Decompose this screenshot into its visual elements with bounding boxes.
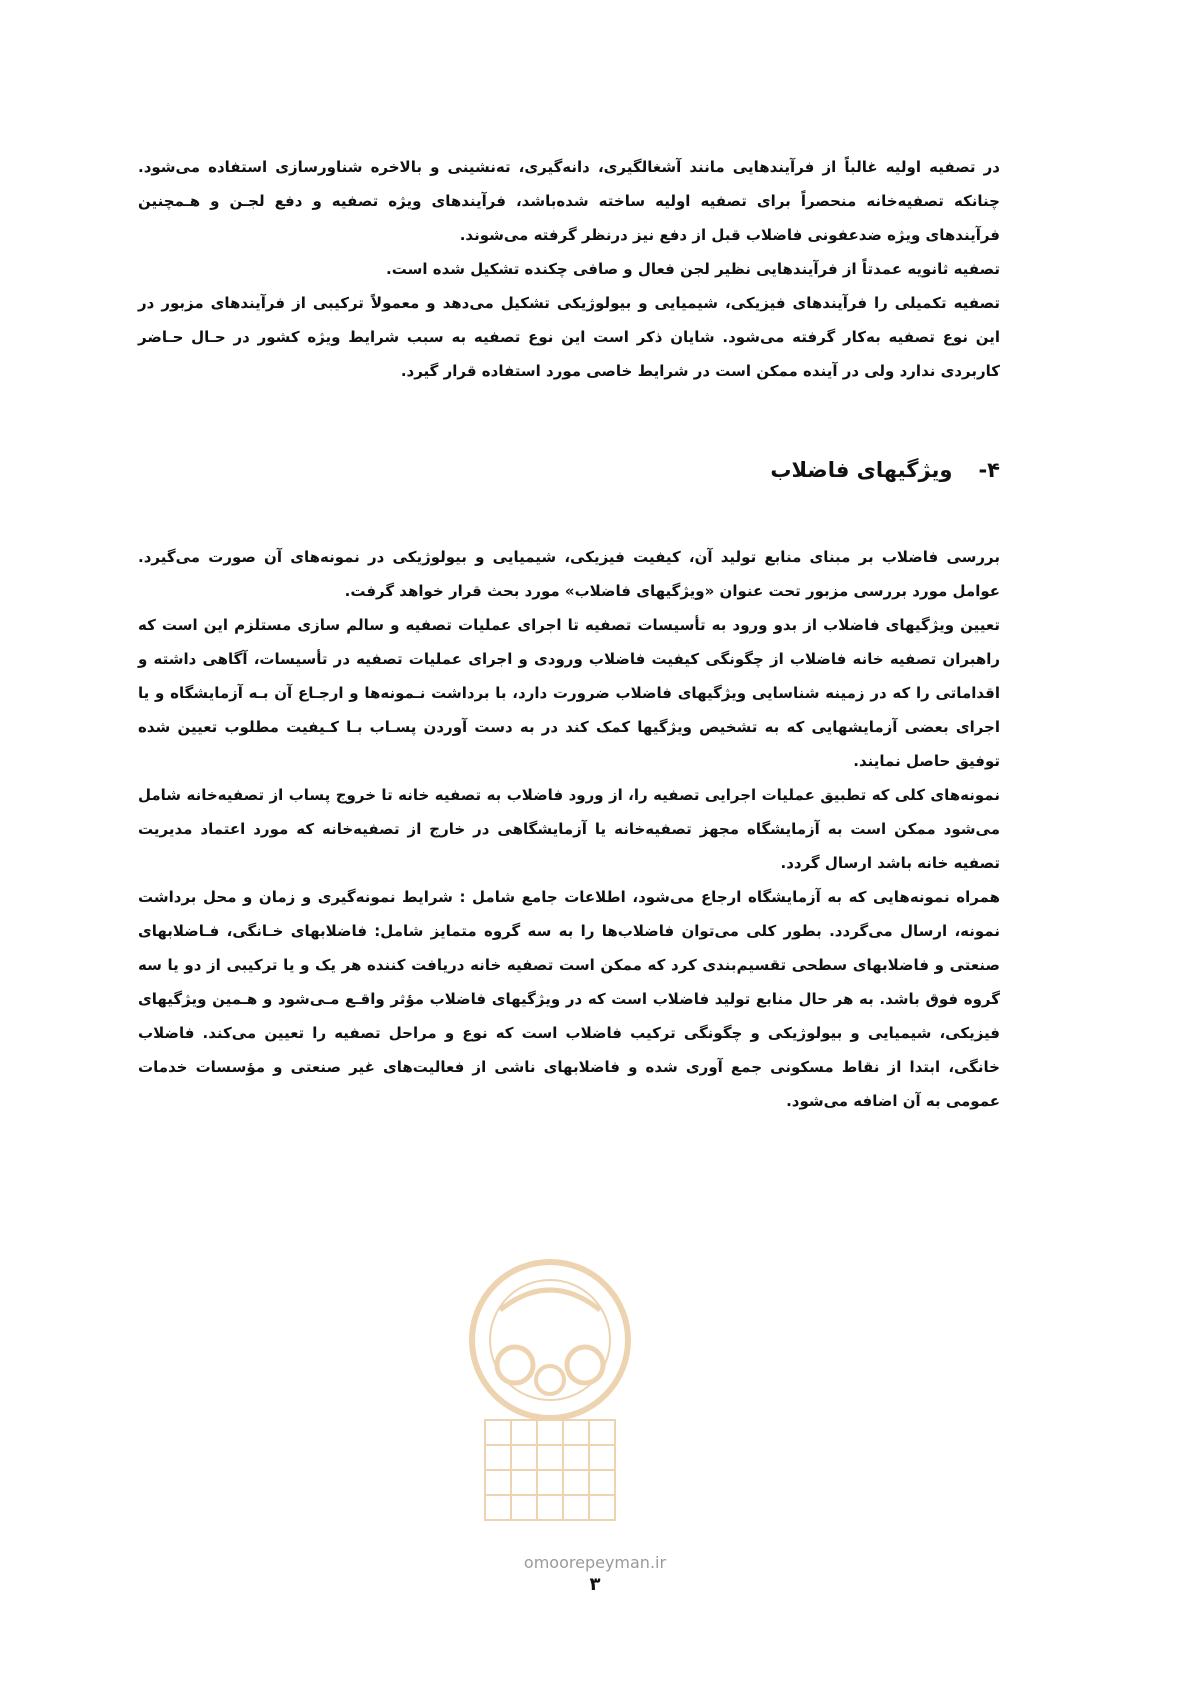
paragraph-tertiary-treatment: تصفیه تکمیلی را فرآیندهای فیزیکی، شیمیایی و بیولوژیکی تشکیل می‌دهد و معمولاً ترکیبی از فرآیندهای مزبور در این نوع تصفیه به‌کار گرفته می‌شود. شایان ذکر است این نوع تصفیه به سبب شرایط ویژه کشور در حـال حـاضر کاربردی ندارد ولی در آینده ممکن است در شرایط خاصی مورد استفاده قرار گیرد. bbox=[138, 294, 1000, 380]
paragraph-samples: نمونه‌های کلی که تطبیق عملیات اجرایی تصفیه را، از ورود فاضلاب به تصفیه خانه تا خروج پساب از تصفیه‌خانه شامل می‌شود ممکن است به آزمایشگاه مجهز تصفیه‌خانه یا آزمایشگاهی در خارج از تصفیه‌خانه که مورد اعتماد مدیریت تصفیه خانه باشد ارسال گردد. bbox=[138, 786, 1000, 872]
section-title: ویژگیهای فاضلاب bbox=[770, 458, 953, 482]
paragraph-wastewater-review: بررسی فاضلاب بر مبنای منابع تولید آن، کیفیت فیزیکی، شیمیایی و بیولوژیکی در نمونه‌های آن صورت می‌گیرد. عوامل مورد بررسی مزبور تحت عنوان «ویژگیهای فاضلاب» مورد بحث قرار خواهد گرفت. bbox=[138, 548, 1000, 600]
watermark-url: omoorepeyman.ir bbox=[523, 1553, 667, 1572]
page-number: ۳ bbox=[589, 1574, 601, 1595]
section-number: ۴- bbox=[978, 458, 1000, 482]
section-heading bbox=[138, 458, 1000, 482]
watermark-logo-icon bbox=[460, 1250, 640, 1550]
paragraph-characteristics-determination: تعیین ویژگیهای فاضلاب از بدو ورود به تأسیسات تصفیه تا اجرای عملیات تصفیه و سالم سازی مستلزم این است که راهبران تصفیه خانه فاضلاب از چگونگی کیفیت فاضلاب ورودی و اجرای عملیات تصفیه در تأسیسات، آگاهی داشته و اقداماتی را که در زمینه شناسایی ویژگیهای فاضلاب ضرورت دارد، با برداشت نـمونه‌ها و ارجـاع آن بـه آزمایشگاه و یا اجرای بعضی آزمایشهایی که به تشخیص ویژگیها کمک کند در به دست آوردن پسـاب بـا کـیفیت مطلوب تعیین شده توفیق حاصل نمایند. bbox=[138, 616, 1000, 770]
document-body bbox=[138, 150, 1000, 1118]
paragraph-secondary-treatment: تصفیه ثانویه عمدتاً از فرآیندهایی نظیر لجن فعال و صافی چکنده تشکیل شده است. bbox=[386, 260, 1000, 278]
paragraph-primary-treatment: در تصفیه اولیه غالباً از فرآیندهایی مانند آشغالگیری، دانه‌گیری، ته‌نشینی و بالاخره شناورسازی استفاده می‌شود. چنانکه تصفیه‌خانه منحصراً برای تصفیه اولیه ساخته شده‌باشد، فرآیندهای ویژه تصفیه و دفع لجـن و هـمچنین فرآیندهای ویژه ضدعفونی فاضلاب قبل از دفع نیز درنظر گرفته می‌شوند. bbox=[138, 158, 1000, 244]
paragraph-sample-info: همراه نمونه‌هایی که به آزمایشگاه ارجاع می‌شود، اطلاعات جامع شامل : شرایط نمونه‌گیری و زمان و محل برداشت نمونه، ارسال می‌گردد. بطور کلی می‌توان فاضلاب‌ها را به سه گروه متمایز شامل: فاضلابهای خـانگی، فـاضلابهای صنعتی و فاضلابهای سطحی تقسیم‌بندی کرد که ممکن است تصفیه خانه دریافت کننده هر یک و یا ترکیبی از دو یا سه گروه فوق باشد. به هر حال منابع تولید فاضلاب است که در ویژگیهای فاضلاب مؤثر واقـع مـی‌شود و هـمین ویژگیهای فیزیکی، شیمیایی و بیولوژیکی و چگونگی ترکیب فاضلاب است که نوع و مراحل تصفیه را تعیین می‌کند. فاضلاب خانگی، ابتدا از نقاط مسکونی جمع آوری شده و فاضلابهای ناشی از فعالیت‌های غیر صنعتی و مؤسسات خدمات عمومی به آن اضافه می‌شود. bbox=[138, 888, 1000, 1110]
